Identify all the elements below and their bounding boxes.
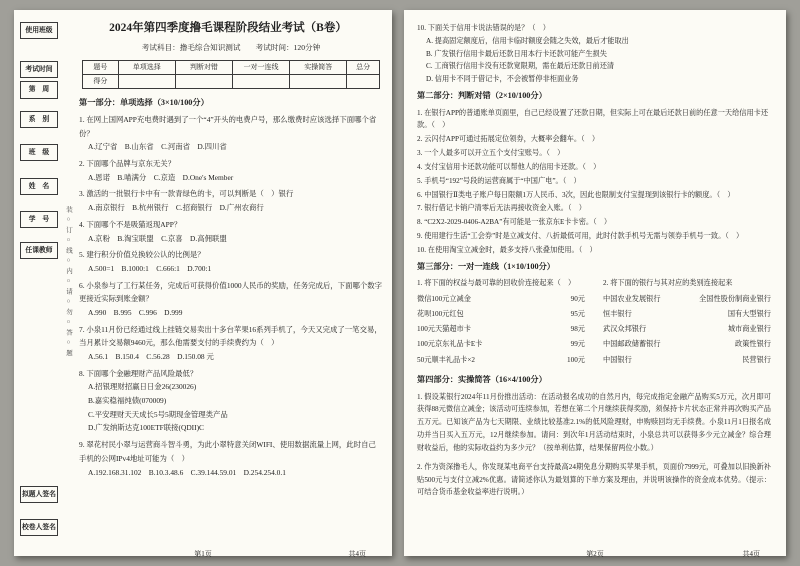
bank-category: 国有大型银行 bbox=[727, 309, 771, 318]
match-row bbox=[603, 354, 771, 367]
question-10 bbox=[417, 22, 771, 86]
exam-title: 2024年第四季度撸毛课程阶段结业考试（B卷） bbox=[109, 22, 347, 34]
judge-item-1: 1. 在银行APP的普通账单页面里，自己已经设置了还款日期，但实际上可在最后还款日前的任意一天给信用卡还款。（ ） bbox=[417, 108, 769, 130]
binding-line-text: 装○订○线○内○请○勿○答○题 bbox=[65, 206, 72, 360]
bank-name: 中国银行 bbox=[603, 355, 632, 364]
score-cell-empty bbox=[118, 74, 175, 88]
total-pages: 共4页 bbox=[742, 550, 760, 558]
question-stem: 7. 小泉11月份已经通过线上挂链交易卖出十多台苹果16系列手机了，今天又完成了一笔交易，当月累计交易额9460元，那么他需要支付的手续费约为（ ） bbox=[79, 324, 382, 348]
question-stem: 6. 小泉参与了工行某任务，完成后可获得价值1000人民币的奖励，任务完成后，下面哪个数字更接近实际到账金额？ bbox=[79, 280, 383, 304]
bank-category: 城市商业银行 bbox=[727, 325, 771, 334]
match-row bbox=[603, 323, 771, 336]
sidebar-field-student-id: 学 号 bbox=[20, 211, 58, 228]
sidebar-spacer bbox=[20, 259, 58, 485]
student-info-sidebar bbox=[14, 10, 61, 556]
match-row bbox=[417, 323, 585, 336]
question-2 bbox=[79, 157, 383, 184]
match-row bbox=[603, 293, 771, 306]
match-row bbox=[603, 338, 771, 351]
question-option-d: D.广发纳斯达克100ETF联接(QDII)C bbox=[88, 423, 204, 433]
judge-item-5: 5. 手机号“192”号段的运营商属于“中国广电”。（ ） bbox=[417, 176, 581, 185]
page-1-content bbox=[76, 10, 392, 556]
match-row bbox=[603, 308, 771, 321]
match-right-instruction: 2. 将下面的银行与其对应的类别连接起来 bbox=[603, 279, 733, 288]
question-6 bbox=[79, 279, 383, 320]
section-4-heading: 第四部分：实操简答（16×4/100分） bbox=[417, 375, 547, 385]
sidebar-field-department: 系 别 bbox=[20, 111, 58, 128]
match-right-column bbox=[603, 277, 771, 369]
sidebar-field-teacher: 任课教师 bbox=[20, 242, 58, 259]
section-3-heading: 第三部分：一对一连线（1×10/100分） bbox=[417, 261, 555, 271]
question-options: A.192.168.31.102 B.10.3.48.6 C.39.144.59.01 D.254.254.0.1 bbox=[88, 467, 286, 477]
sidebar-field-week: 第 周 bbox=[20, 81, 58, 98]
bank-category: 政策性银行 bbox=[735, 340, 771, 349]
match-item: 花呗100元红包 bbox=[417, 309, 464, 318]
question-option-a: A. 提高固定额度后，信用卡临时额度会随之失效，最后才能取出 bbox=[426, 36, 629, 45]
question-options: A.990 B.995 C.996 D.999 bbox=[88, 307, 183, 317]
match-row bbox=[417, 338, 585, 351]
score-row-label: 得分 bbox=[83, 74, 119, 88]
match-value: 95元 bbox=[570, 309, 585, 318]
match-item: 微信100元立减金 bbox=[417, 294, 471, 303]
match-value: 90元 bbox=[570, 294, 585, 303]
score-table bbox=[82, 60, 380, 89]
question-stem: 10. 下面关于信用卡说法错误的是？（ ） bbox=[417, 24, 550, 32]
section-2-heading: 第二部分：判断对错（2×10/100分） bbox=[417, 91, 547, 101]
sidebar-field-exam-time: 考试时间 bbox=[20, 61, 58, 78]
match-row bbox=[417, 354, 585, 367]
sidebar-field-grader-signature: 校卷人签名 bbox=[20, 519, 58, 536]
sidebar-field-use-class: 使用班级 bbox=[20, 22, 58, 39]
question-option-b: B.嘉实稳福纯债(070009) bbox=[88, 396, 167, 406]
match-row bbox=[417, 308, 585, 321]
score-header-cell: 实操简答 bbox=[290, 60, 347, 74]
match-left-column bbox=[417, 277, 585, 369]
question-stem: 5. 建行积分价值兑换较公认的比例是？ bbox=[79, 250, 205, 260]
question-stem: 2. 下面哪个品牌与京东无关？ bbox=[79, 159, 176, 169]
total-pages: 共4页 bbox=[348, 550, 366, 558]
question-8 bbox=[79, 367, 383, 435]
question-option-c: C.平安理财天天成长5号5期现金管理类产品 bbox=[88, 409, 228, 419]
bank-name: 中国邮政储蓄银行 bbox=[603, 340, 661, 349]
exam-paper-page-2 bbox=[404, 10, 786, 556]
question-options: A.京粉 B.淘宝联盟 C.京喜 D.高佣联盟 bbox=[88, 233, 227, 243]
page-number: 第1页 bbox=[194, 550, 212, 558]
question-7 bbox=[79, 323, 383, 364]
score-cell-empty bbox=[290, 74, 347, 88]
judge-item-7: 7. 银行借记卡销户清零后无法再接收资金入账。（ ） bbox=[417, 204, 586, 213]
sidebar-field-name: 姓 名 bbox=[20, 178, 58, 195]
section-1-heading: 第一部分：单项选择（3×10/100分） bbox=[79, 97, 209, 107]
sidebar-field-setter-signature: 拟题人签名 bbox=[20, 486, 58, 503]
question-5 bbox=[79, 248, 383, 275]
judge-item-2: 2. 云闪付APP可通过拓展定位领券，大概率会翻车。（ ） bbox=[417, 135, 600, 144]
bank-category: 民营银行 bbox=[742, 355, 771, 364]
score-header-cell: 单项选择 bbox=[118, 60, 175, 74]
binding-line bbox=[61, 10, 76, 556]
question-options: A.南京银行 B.杭州银行 C.招商银行 D.广州农商行 bbox=[88, 203, 264, 213]
judge-item-10: 10. 在使用淘宝立减金时，最多支持八张叠加使用。（ ） bbox=[417, 245, 597, 254]
question-option-c: C. 工商银行信用卡没有还款宽限期，需在最后还款日前还清 bbox=[426, 62, 615, 71]
judge-item-9: 9. 使用建行生活“工会券”时是立减支付、八折最低可用，此时付款手机号无需与领券手机号一致。（ ） bbox=[417, 231, 744, 240]
match-value: 100元 bbox=[567, 355, 585, 364]
question-stem: 9. 翠花村民小翠与运营商斗智斗勇，为此小翠特意关闭WIFI、使用数据流量上网，此时自己手机的公网IPv4地址可能为（ ） bbox=[79, 440, 376, 463]
exam-subject-line: 考试科目：撸毛综合知识测试 考试时间：120分钟 bbox=[141, 42, 321, 52]
question-stem: 3. 激活的一批银行卡中有一款青绿色的卡，可以判断是（ ）银行 bbox=[79, 189, 294, 199]
match-value: 99元 bbox=[570, 340, 585, 349]
score-header-cell: 题号 bbox=[83, 60, 119, 74]
score-cell-empty bbox=[175, 74, 232, 88]
match-row bbox=[417, 293, 585, 306]
score-table-header-row bbox=[83, 60, 380, 74]
question-option-d: D. 信用卡不同于借记卡，不会被暂停非柜面业务 bbox=[426, 75, 579, 84]
match-item: 100元天猫超市卡 bbox=[417, 325, 471, 334]
short-answer-question-2: 2. 作为资深撸毛人，你发现某电商平台支持最高24期免息分期购买苹果手机，页面价7999元，可叠加以旧换新补贴500元与支付立减2%优惠。请简述你认为最划算的下单方案及理由，并说明该操作的资金成本优势。（提示：可结合货币基金收益率进行说明。） bbox=[417, 462, 771, 497]
judge-item-3: 3. 一个人最多可以开立五个支付宝账号。（ ） bbox=[417, 149, 565, 158]
question-options: A.500=1 B.1000:1 C.666:1 D.700:1 bbox=[88, 263, 212, 273]
question-3 bbox=[79, 187, 383, 214]
question-stem: 8. 下面哪个金融理财产品风险最低？ bbox=[79, 368, 198, 378]
exam-paper-page-1 bbox=[14, 10, 392, 556]
page-number: 第2页 bbox=[586, 550, 604, 558]
question-stem: 1. 在网上国网APP充电费时遇到了一个“4”开头的电费户号，那么缴费时应该选择下面哪个省份？ bbox=[79, 115, 377, 138]
score-cell-empty bbox=[347, 74, 380, 88]
judge-item-4: 4. 支付宝信用卡还款功能可以帮他人的信用卡还款。（ ） bbox=[417, 162, 601, 171]
short-answer-question-1: 1. 假设某银行2024年11月份推出活动：在活动报名成功的自然月内，每完成指定金融产品购买5万元，次月即可获得88元微信立减金；该活动可连续参加，若想在第二个月继续获得奖励，须保持卡片状态正常并再次购买产品五万元。已知该产品为七天期限、业绩比较基准2.1%的低风险理财，申购赎回均无手续费。小泉11月1日报名成功并当日买入五万元，12月继续参加。请问：到次年1月活动结束时，小泉总共可以获得多少元立减金？综合理财收益后，他的实际收益约为多少元？（按单利估算，结果保留两位小数。） bbox=[417, 392, 771, 452]
score-cell-empty bbox=[232, 74, 289, 88]
question-options: A.56.1 B.150.4 C.56.28 D.150.08 元 bbox=[88, 352, 214, 362]
question-1 bbox=[79, 113, 383, 154]
question-options: A.恩诺 B.喵满分 C.京造 D.One's Member bbox=[88, 172, 234, 182]
question-4 bbox=[79, 218, 383, 245]
match-item: 100元京东礼品卡E卡 bbox=[417, 340, 483, 349]
bank-name: 恒丰银行 bbox=[603, 309, 632, 318]
score-table-score-row bbox=[83, 74, 380, 88]
score-header-cell: 判断对错 bbox=[175, 60, 232, 74]
bank-category: 全国性股份制商业银行 bbox=[699, 294, 771, 303]
match-left-instruction: 1. 将下面的权益与最可靠的回收价连接起来（ ） bbox=[417, 279, 576, 288]
score-header-cell: 一对一连线 bbox=[232, 60, 289, 74]
judge-item-6: 6. 中国银行Ⅱ类电子账户每日限额1万人民币、3次，因此也限制支付宝提现到该银行卡的额度。（ ） bbox=[417, 190, 735, 199]
question-stem: 4. 下面哪个不是吸猫返现APP？ bbox=[79, 219, 182, 229]
question-9 bbox=[79, 438, 383, 479]
question-option-a: A.招银理财招赢日日金26(230026) bbox=[88, 382, 197, 392]
bank-name: 中国农业发展银行 bbox=[603, 294, 661, 303]
judge-item-8: 8. “C2X2-2029-0406-A2BA”有可能是一张京东E卡卡密。（ ） bbox=[417, 218, 612, 227]
question-options: A.辽宁省 B.山东省 C.河南省 D.四川省 bbox=[88, 142, 227, 152]
bank-name: 武汉众邦银行 bbox=[603, 325, 647, 334]
score-header-cell: 总分 bbox=[347, 60, 380, 74]
page-2-content bbox=[404, 10, 786, 556]
matching-exercise bbox=[417, 277, 771, 369]
sidebar-field-class: 班 级 bbox=[20, 144, 58, 161]
match-item: 50元顺丰礼品卡×2 bbox=[417, 355, 475, 364]
match-value: 98元 bbox=[570, 325, 585, 334]
question-option-b: B. 广发银行信用卡最后还款日用本行卡还款可能产生损失 bbox=[426, 49, 607, 58]
